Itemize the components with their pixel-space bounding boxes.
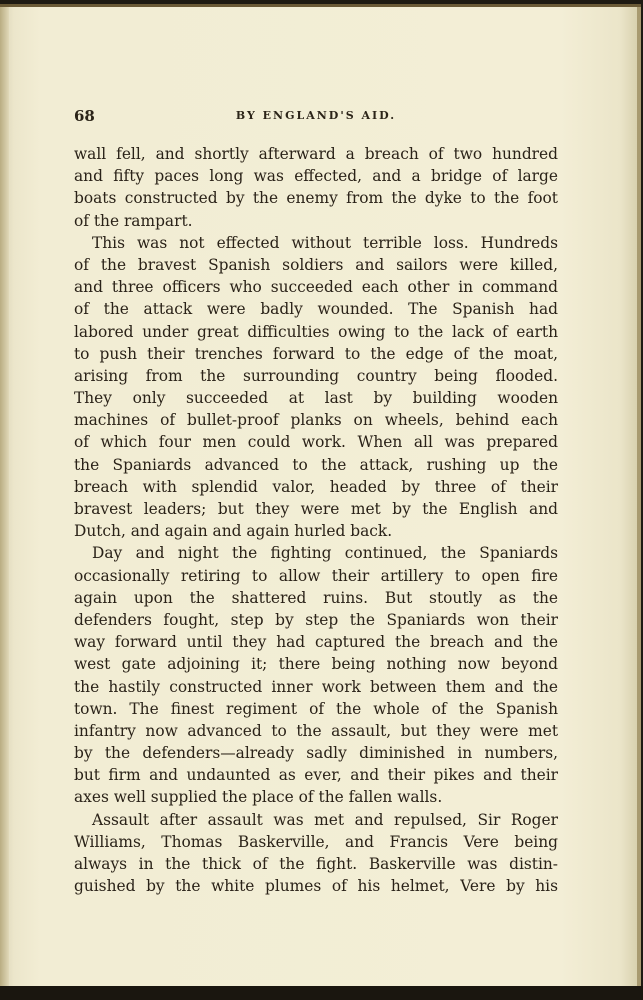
body-text bbox=[74, 143, 558, 897]
text-line: of the bravest Spanish soldiers and sailors were killed, bbox=[74, 255, 558, 274]
text-line: arising from the surrounding country being flooded. bbox=[74, 366, 558, 385]
text-line: always in the thick of the fight. Baskerville was distin- bbox=[74, 855, 558, 873]
text-line: and fifty paces long was effected, and a bridge of large bbox=[74, 167, 558, 186]
text-line: to push their trenches forward to the edge of the moat, bbox=[74, 344, 558, 363]
text-line: by the defenders—already sadly diminished in numbers, bbox=[74, 744, 558, 763]
text-line: boats constructed by the enemy from the dyke to the foot bbox=[74, 189, 558, 208]
text-line: town. The finest regiment of the whole of the Spanish bbox=[74, 699, 558, 718]
text-line: Williams, Thomas Baskerville, and Francis Vere being bbox=[74, 832, 558, 851]
text-line: wall fell, and shortly afterward a breach of two hundred bbox=[74, 145, 558, 163]
scan-bottom-border bbox=[0, 986, 643, 1000]
page-header bbox=[74, 107, 558, 127]
text-line: breach with splendid valor, headed by three of their bbox=[74, 477, 558, 496]
text-line: axes well supplied the place of the fallen walls. bbox=[74, 788, 443, 807]
text-line: guished by the white plumes of his helmet, Vere by his bbox=[74, 877, 558, 896]
text-line: machines of bullet-proof planks on wheels, behind each bbox=[74, 411, 558, 430]
text-line: of the rampart. bbox=[74, 211, 193, 230]
text-line: again upon the shattered ruins. But stoutly as the bbox=[74, 588, 558, 607]
text-line: This was not effected without terrible loss. Hundreds bbox=[92, 233, 558, 252]
text-line: They only succeeded at last by building wooden bbox=[74, 389, 558, 408]
text-line: occasionally retiring to allow their artillery to open fire bbox=[74, 566, 558, 585]
text-line: bravest leaders; but they were met by the English and bbox=[74, 500, 558, 518]
text-line: Assault after assault was met and repulsed, Sir Roger bbox=[92, 810, 558, 829]
text-line: but firm and undaunted as ever, and their pikes and their bbox=[74, 766, 558, 785]
text-line: Dutch, and again and again hurled back. bbox=[74, 522, 393, 541]
text-line: way forward until they had captured the breach and the bbox=[74, 633, 558, 652]
text-line: the hastily constructed inner work between them and the bbox=[74, 677, 558, 696]
text-line: and three officers who succeeded each other in command bbox=[74, 278, 558, 297]
text-line: Day and night the fighting continued, the Spaniards bbox=[92, 544, 558, 563]
text-line: west gate adjoining it; there being nothing now beyond bbox=[74, 655, 558, 674]
paragraph bbox=[74, 232, 558, 543]
text-line: of which four men could work. When all was prepared bbox=[74, 433, 558, 452]
page-spine-edge bbox=[0, 7, 9, 988]
text-line: of the attack were badly wounded. The Spanish had bbox=[74, 300, 558, 319]
paragraph bbox=[74, 542, 558, 808]
running-title: BY ENGLAND'S AID. bbox=[235, 109, 397, 122]
page-right-edge bbox=[637, 7, 641, 988]
text-line: defenders fought, step by step the Spaniards won their bbox=[74, 610, 558, 629]
text-line: labored under great difficulties owing to the lack of earth bbox=[74, 322, 558, 341]
page-number: 68 bbox=[74, 107, 95, 125]
text-line: the Spaniards advanced to the attack, rushing up the bbox=[74, 455, 558, 474]
text-line: infantry now advanced to the assault, but they were met bbox=[74, 721, 558, 740]
paragraph bbox=[74, 143, 558, 232]
paragraph bbox=[74, 809, 558, 898]
